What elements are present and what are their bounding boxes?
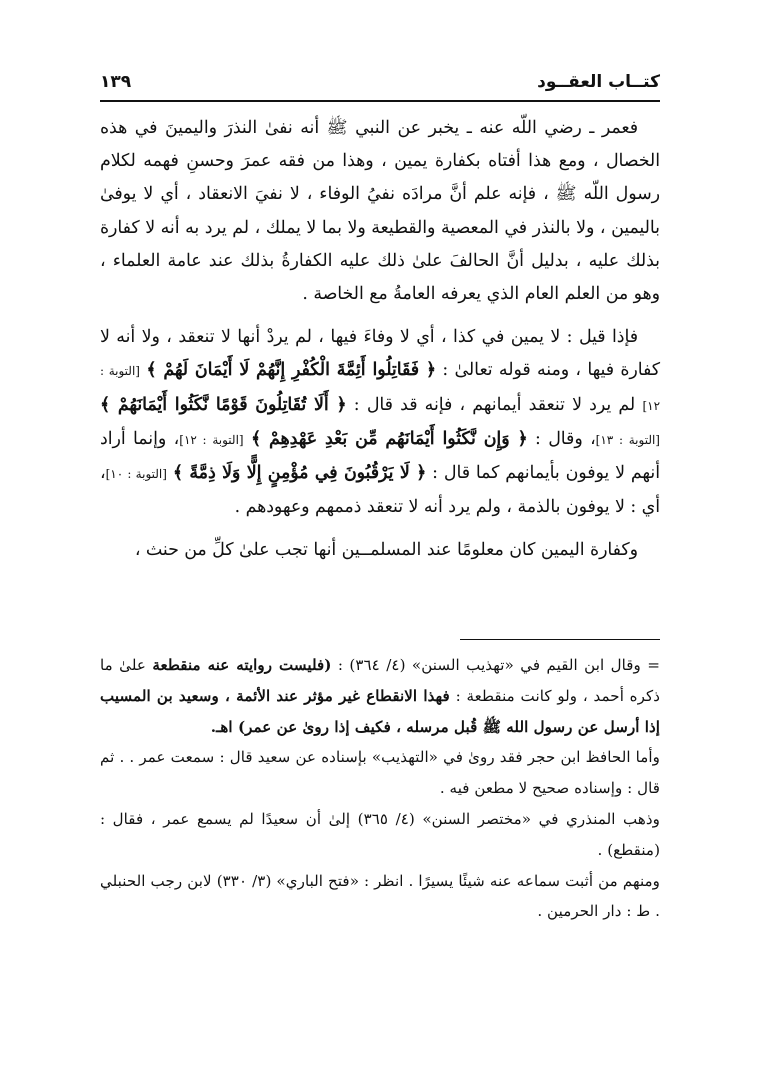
paragraph-2 bbox=[100, 321, 660, 524]
verse-reference-1: [التوبة : ١٢] bbox=[100, 364, 661, 413]
verse-reference-3: [التوبة : ١٢] bbox=[179, 432, 244, 447]
footnote-4: ومنهم من أثبت سماعه عنه شيئًا يسيرًا . انظر : «فتح الباري» (٣/ ٣٣٠) لابن رجب الحنبلي . ط : دار الحرمين . bbox=[100, 871, 661, 921]
footnote-1-text-d: فهذا الانقطاع غير مؤثر عند الأئمة ، وسعيد بن المسيب إذا أرسل عن رسول الله ﷺ قُبل مرسله ، فكيف إذا روىٰ عن عمر) اهـ. bbox=[100, 686, 660, 736]
paragraph-2-text-d: ، وإنما أراد أنهم لا يوفون بأيمانهم كما قال : bbox=[100, 428, 660, 484]
quran-verse-3: ﴿ وَإِن نَّكَثُوا أَيْمَانَهُم مِّن بَعْدِ عَهْدِهِمْ ﴾ bbox=[251, 428, 528, 449]
paragraph-2-text-b: لم يرد لا تنعقد أيمانهم ، فإنه قد قال : bbox=[353, 394, 636, 415]
header-rule bbox=[100, 100, 660, 102]
footnote-1 bbox=[100, 650, 660, 742]
footnote-1-text-a: = وقال ابن القيم في «تهذيب السنن» (٤/ ٣٦٤) : bbox=[337, 656, 661, 674]
paragraph-3: وكفارة اليمين كان معلومًا عند المسلمــين أنها تجب علىٰ كلِّ من حنث ، bbox=[134, 540, 638, 561]
paragraph-2-text-e: ، أي : لا يوفون بالذمة ، ولم يرد أنه لا تنعقد ذممهم وعهودهم . bbox=[100, 463, 660, 518]
paragraph-2-text-a: فإذا قيل : لا يمين في كذا ، أي لا وفاءَ فيها ، لم يردْ أنها لا تنعقد ، ولا أنه لا كفارة فيها ، ومنه قوله تعالىٰ : bbox=[100, 327, 661, 381]
page-number: ١٣٩ bbox=[100, 72, 132, 92]
footnote-1-text-b: (فليست روايته عنه منقطعة bbox=[152, 656, 332, 674]
verse-reference-2: [التوبة : ١٣] bbox=[595, 432, 660, 447]
page-header bbox=[100, 72, 660, 98]
footnote-1-text-c: علىٰ ما ذكره أحمد ، ولو كانت منقطعة : bbox=[100, 656, 660, 705]
running-title: كتــاب العقــود bbox=[537, 72, 660, 92]
quran-verse-4: ﴿ لَا يَرْقُبُونَ فِي مُؤْمِنٍ إِلًّا وَلَا ذِمَّةً ﴾ bbox=[172, 463, 427, 484]
footnote-2: وأما الحافظ ابن حجر فقد روىٰ في «التهذيب» بإسناده عن سعيد قال : سمعت عمر . . ثم قال : وإسناده صحيح لا مطعن فيه . bbox=[100, 748, 660, 798]
main-text bbox=[100, 112, 660, 568]
paragraph-2-text-c: ، وقال : bbox=[535, 428, 596, 449]
footnote-3: وذهب المنذري في «مختصر السنن» (٤/ ٣٦٥) إلىٰ أن سعيدًا لم يسمع عمر ، فقال : (منقطع) . bbox=[100, 809, 660, 859]
footnote-rule bbox=[460, 639, 660, 640]
quran-verse-2: ﴿ أَلَا تُقَاتِلُونَ قَوْمًا نَّكَثُوا أَيْمَانَهُمْ ﴾ bbox=[100, 394, 347, 415]
paragraph-1: فعمر ـ رضي اللّه عنه ـ يخبر عن النبي ﷺ أنه نفىٰ النذرَ واليمينَ في هذه الخصال ، ومع هذا أفتاه بكفارة يمين ، وهذا من فقه عمرَ وحسنِ فهمه لكلام رسول اللّه ﷺ ، فإنه علم أنَّ مرادَه نفيُ الوفاء ، لا نفيَ الانعقاد ، أي لا يوفىٰ باليمين ، ولا بالنذر في المعصية والقطيعة ولا بما لا يملك ، لم يرد به أنه لا كفارة بذلك عليه ، بدليل أنَّ الحالفَ علىٰ ذلك عليه الكفارةُ بذلك عند عامة العلماء ، وهو من العلم العام الذي يعرفه العامةُ مع الخاصة . bbox=[100, 118, 660, 305]
verse-reference-4: [التوبة : ١٠] bbox=[105, 467, 167, 482]
quran-verse-1: ﴿ فَقَاتِلُوا أَئِمَّةَ الْكُفْرِ إِنَّهُمْ لَا أَيْمَانَ لَهُمْ ﴾ bbox=[146, 360, 436, 381]
footnotes bbox=[100, 650, 660, 927]
